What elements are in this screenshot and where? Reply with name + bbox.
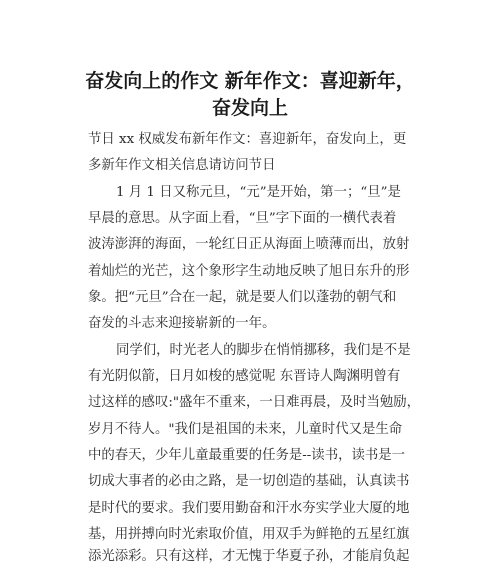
paragraph-1-line-3: 波涛澎湃的海面，一轮红日正从海面上喷薄而出，放射 bbox=[88, 237, 410, 252]
paragraph-2-line-7: 是时代的要求。我们要用勤奋和汗水夯实学业大厦的地 bbox=[88, 501, 410, 516]
intro-line-2: 多新年作文相关信息请访问节日 bbox=[88, 158, 276, 173]
paragraph-2-line-5: 中的春天，少年儿童最重要的任务是--读书，读书是一 bbox=[88, 448, 406, 463]
intro-line-1: 节日 xx 权威发布新年作文：喜迎新年，奋发向上，更 bbox=[88, 132, 407, 147]
paragraph-2-line-4: 岁月不待人。"我们是祖国的未来，儿童时代又是生命 bbox=[88, 422, 403, 437]
paragraph-2-line-1: 同学们，时光老人的脚步在悄悄挪移，我们是不是 bbox=[116, 343, 411, 358]
paragraph-1-line-5: 象。把“元旦”合在一起，就是要人们以蓬勃的朝气和 bbox=[88, 290, 397, 305]
paragraph-2-line-2: 有光阴似箭，日月如梭的感觉呢 东晋诗人陶渊明曾有 bbox=[88, 369, 401, 384]
paragraph-1-line-4: 着灿烂的光芒，这个象形字生动地反映了旭日东升的形 bbox=[88, 264, 410, 279]
paragraph-2-line-9: 添光添彩。只有这样，才无愧于华夏子孙，才能肩负起 bbox=[88, 549, 410, 564]
paragraph-1-line-1: 1 月 1 日又称元旦，“元”是开始，第一；“旦”是 bbox=[116, 185, 401, 200]
title-line-1: 奋发向上的作文 新年作文：喜迎新年， bbox=[85, 70, 415, 92]
title-line-2: 奋发向上 bbox=[211, 97, 288, 119]
paragraph-2-line-6: 切成大事者的必由之路，是一切创造的基础，认真读书 bbox=[88, 474, 410, 489]
paragraph-2-line-3: 过这样的感叹:"盛年不重来，一日难再晨，及时当勉励， bbox=[88, 395, 421, 410]
paragraph-2-line-8: 基，用拼搏向时光索取价值，用双手为鲜艳的五星红旗 bbox=[88, 527, 410, 542]
paragraph-1-line-6: 奋发的斗志来迎接崭新的一年。 bbox=[88, 316, 276, 331]
paragraph-1-line-2: 早晨的意思。从字面上看，“旦”字下面的一横代表着 bbox=[88, 211, 397, 226]
